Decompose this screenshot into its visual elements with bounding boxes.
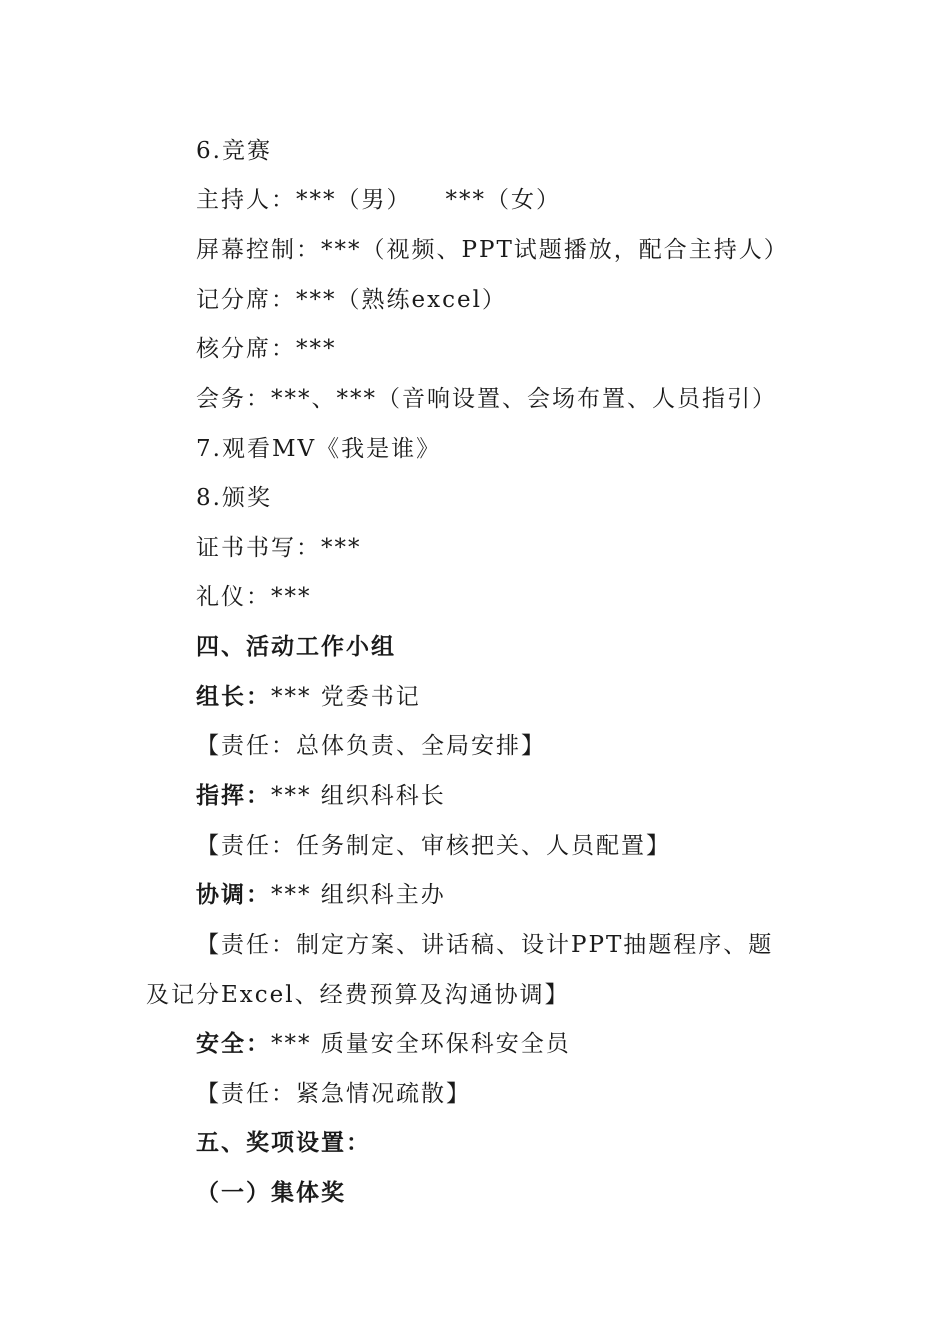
coordinator-line [196, 880, 446, 910]
safety-value: *** 质量安全环保科安全员 [271, 1031, 571, 1057]
screen-control-line: 屏幕控制：***（视频、PPT试题播放，配合主持人） [196, 237, 789, 263]
coordinator-duty-1: 【责任：制定方案、讲话稿、设计PPT抽题程序、题 [196, 932, 774, 958]
host-female: ***（女） [445, 187, 561, 213]
item-mv: 7.观看MV《我是谁》 [196, 436, 442, 462]
host-male: 主持人：***（男） [196, 187, 412, 213]
section5-heading: 五、奖项设置： [196, 1129, 371, 1156]
score-check-line: 核分席：*** [196, 336, 337, 362]
coordinator-duty-2: 及记分Excel、经费预算及沟通协调】 [146, 982, 570, 1008]
item-contest: 6.竞赛 [196, 138, 272, 164]
safety-label: 安全： [196, 1030, 271, 1057]
commander-value: *** 组织科科长 [271, 783, 446, 809]
coordinator-value: *** 组织科主办 [271, 882, 446, 908]
commander-label: 指挥： [196, 782, 271, 809]
host-line [196, 185, 561, 215]
section4-heading: 四、活动工作小组 [196, 633, 396, 660]
safety-duty: 【责任：紧急情况疏散】 [196, 1081, 471, 1107]
logistics-line: 会务：***、***（音响设置、会场布置、人员指引） [196, 386, 777, 412]
commander-duty: 【责任：任务制定、审核把关、人员配置】 [196, 833, 671, 859]
section5-sub1: （一）集体奖 [196, 1179, 346, 1206]
item-awards: 8.颁奖 [196, 485, 272, 511]
scorer-line: 记分席：***（熟练excel） [196, 287, 507, 313]
leader-label: 组长： [196, 683, 271, 710]
certificate-line: 证书书写：*** [196, 535, 362, 561]
commander-line [196, 781, 446, 811]
coordinator-label: 协调： [196, 881, 271, 908]
leader-line [196, 682, 421, 712]
etiquette-line: 礼仪：*** [196, 584, 312, 610]
leader-duty: 【责任：总体负责、全局安排】 [196, 733, 546, 759]
safety-line [196, 1029, 571, 1059]
leader-value: *** 党委书记 [271, 684, 421, 710]
